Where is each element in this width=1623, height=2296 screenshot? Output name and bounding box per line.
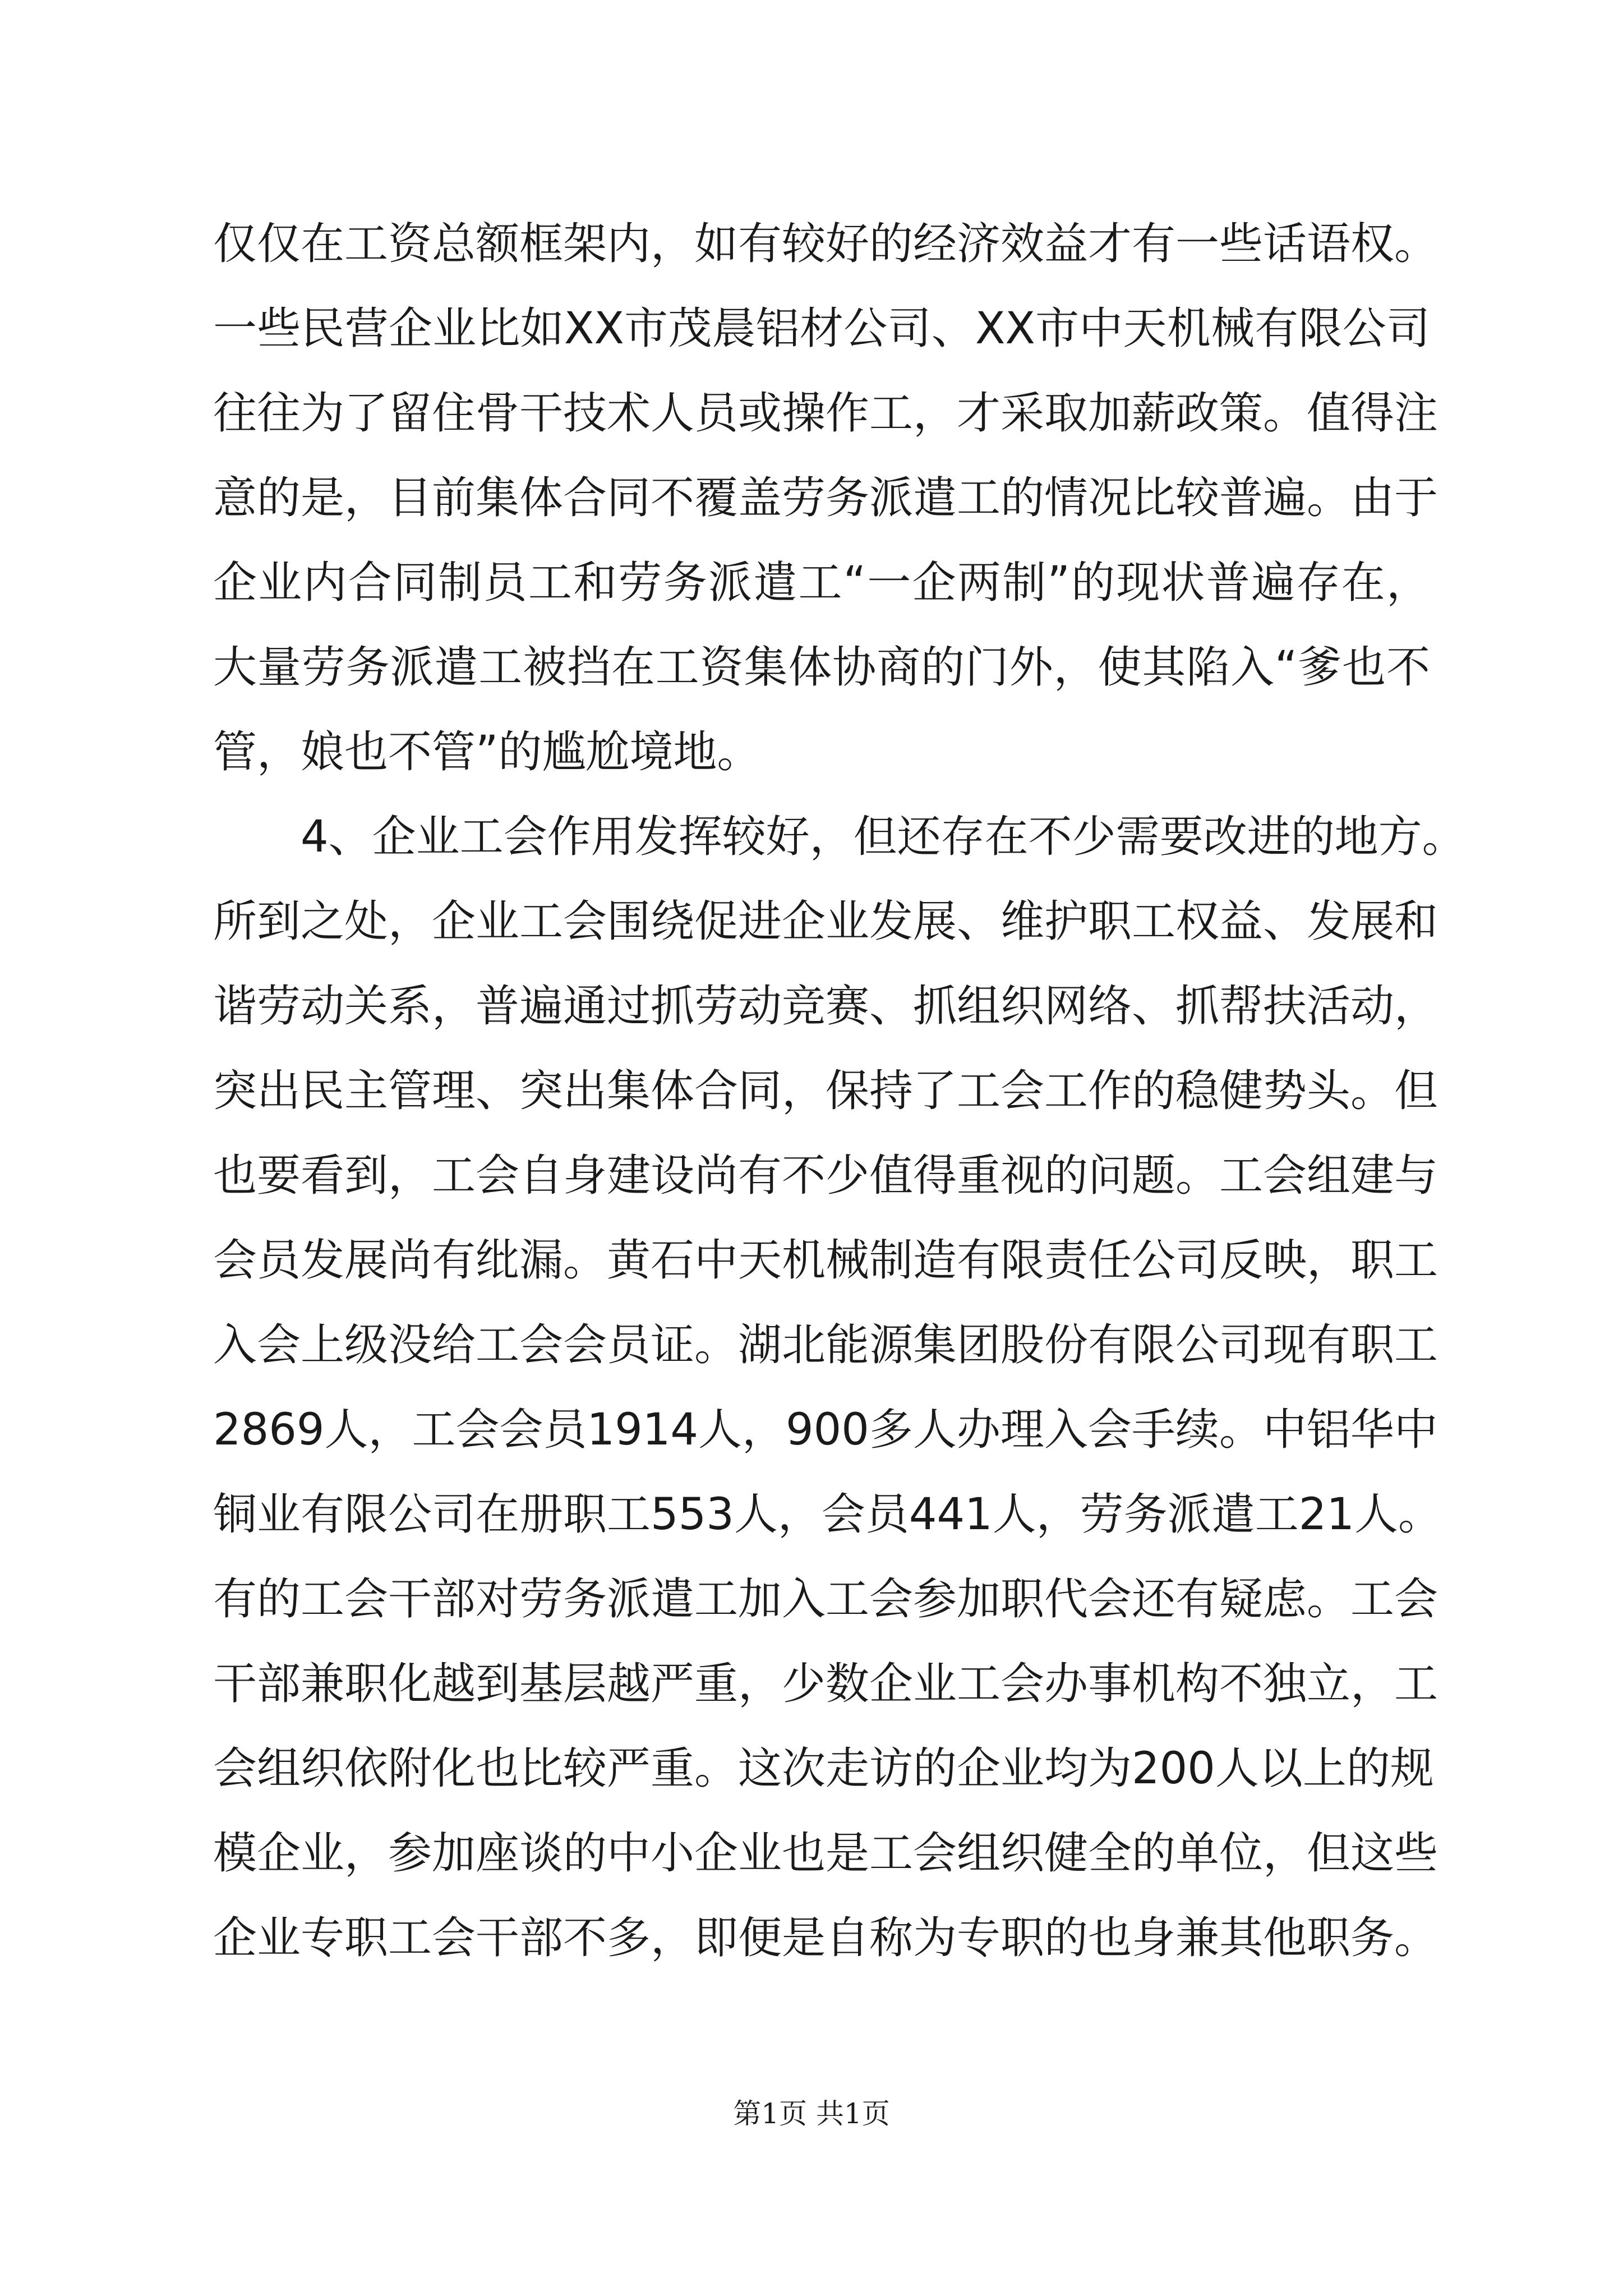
text-line: 谐劳动关系，普遍通过抓劳动竞赛、抓组织网络、抓帮扶活动，: [213, 981, 1438, 1032]
text-line: 突出民主管理、突出集体合同，保持了工会工作的稳健势头。但: [213, 1066, 1438, 1116]
page-footer: 第1页 共1页: [733, 2097, 890, 2130]
text-line: 仅仅在工资总额框架内，如有较好的经济效益才有一些话语权。: [213, 219, 1438, 269]
text-line: 一些民营企业比如XX市茂晨铝材公司、XX市中天机械有限公司: [213, 303, 1430, 354]
text-line: 会员发展尚有纰漏。黄石中天机械制造有限责任公司反映，职工: [213, 1235, 1438, 1286]
text-line: 也要看到，工会自身建设尚有不少值得重视的问题。工会组建与: [213, 1151, 1438, 1201]
text-line: 入会上级没给工会会员证。湖北能源集团股份有限公司现有职工: [213, 1320, 1438, 1370]
text-line: 模企业，参加座谈的中小企业也是工会组织健全的单位，但这些: [213, 1828, 1438, 1879]
text-line: 企业专职工会干部不多，即便是自称为专职的也身兼其他职务。: [213, 1913, 1438, 1963]
text-line: 管，娘也不管”的尴尬境地。: [213, 727, 761, 777]
text-line: 会组织依附化也比较严重。这次走访的企业均为200人以上的规: [213, 1743, 1434, 1794]
text-line: 所到之处，企业工会围绕促进企业发展、维护职工权益、发展和: [213, 896, 1438, 947]
text-line: 大量劳务派遣工被挡在工资集体协商的门外，使其陷入“爹也不: [213, 642, 1430, 693]
text-line: 有的工会干部对劳务派遣工加入工会参加职代会还有疑虑。工会: [213, 1574, 1438, 1625]
text-line: 企业内合同制员工和劳务派遣工“一企两制”的现状普遍存在，: [213, 558, 1430, 608]
paragraph-start-line: 4、企业工会作用发挥较好，但还存在不少需要改进的地方。: [301, 812, 1466, 862]
text-line: 铜业有限公司在册职工553人，会员441人，劳务派遣工21人。: [213, 1489, 1442, 1540]
text-line: 2869人，工会会员1914人，900多人办理入会手续。中铝华中: [213, 1405, 1438, 1455]
text-line: 干部兼职化越到基层越严重，少数企业工会办事机构不独立，工: [213, 1659, 1438, 1709]
text-line: 意的是，目前集体合同不覆盖劳务派遣工的情况比较普遍。由于: [213, 473, 1438, 523]
body-text: [213, 202, 1466, 1981]
text-line: 往往为了留住骨干技术人员或操作工，才采取加薪政策。值得注: [213, 388, 1438, 439]
